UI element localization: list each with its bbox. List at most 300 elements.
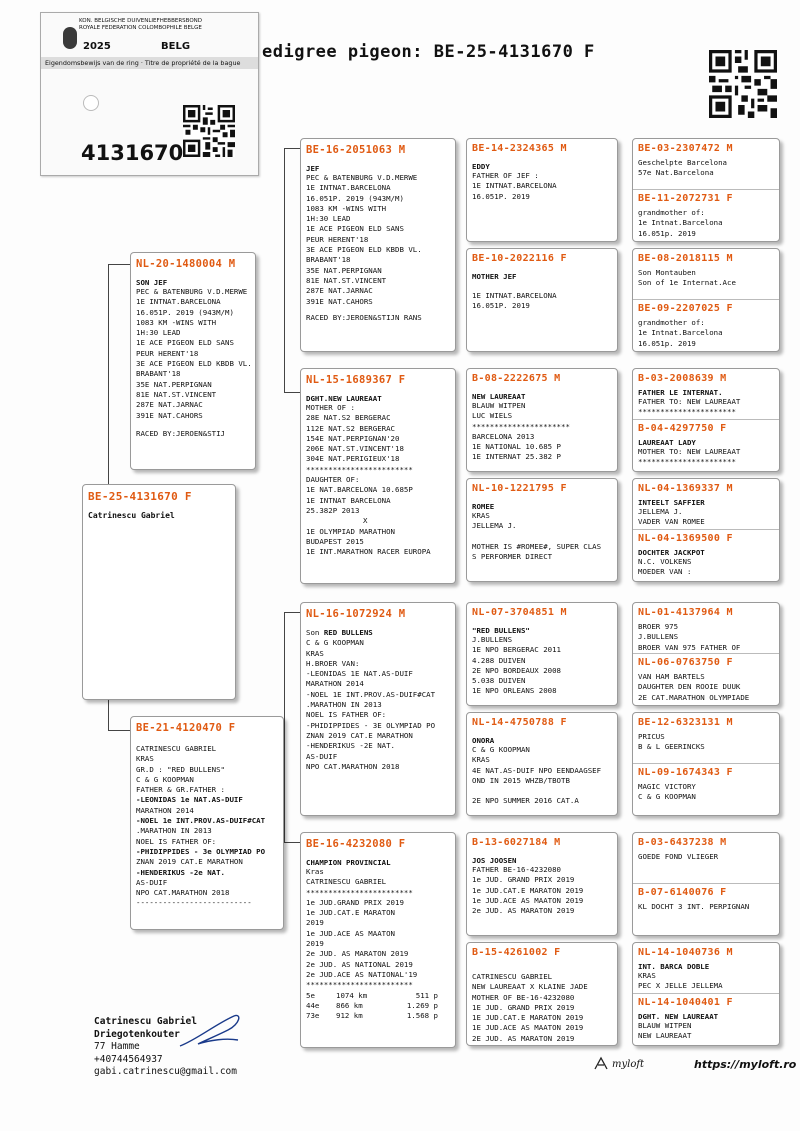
- father-card[interactable]: [130, 252, 256, 470]
- gggp-female-section[interactable]: [633, 299, 779, 349]
- gggp-detail-line: VADER VAN ROMEE: [638, 517, 705, 527]
- gp-ff-ring: BE-16-2051063 M: [306, 144, 406, 156]
- detail-line: .MARATHON IN 2013: [306, 700, 382, 710]
- gggp-detail-line: 2E CAT.MARATHON OLYMPIADE: [638, 692, 750, 702]
- gggp-ring: NL-14-1040736 M: [638, 947, 733, 958]
- detail-line: 1E INTNAT.BARCELONA: [306, 183, 391, 193]
- gggp-detail-line: **********************: [638, 457, 736, 467]
- ggp-detail-line: 5.038 DUIVEN: [472, 676, 526, 686]
- ggp-detail-line: LUC WIELS: [472, 411, 513, 421]
- brand-url[interactable]: https://myloft.ro: [694, 1058, 797, 1071]
- detail-line: 1083 KM -WINS WITH: [306, 203, 387, 213]
- gggp-female-section[interactable]: [633, 763, 779, 813]
- result-cell: 5e: [306, 990, 315, 1000]
- father-raced-by: RACED BY:JEROEN&STIJ: [136, 428, 225, 438]
- detail-line: C & G KOOPMAN: [136, 774, 194, 784]
- ggp-detail-line: 1E JUD. GRAND PRIX 2019: [472, 1002, 575, 1012]
- breeder-phone: +40744564937: [94, 1053, 163, 1065]
- ggp-ring: NL-07-3704851 M: [472, 607, 567, 618]
- ownership-label: Eigendomsbewijs van de ring · Titre de propriété de la bague: [45, 59, 241, 67]
- ggp-name: MOTHER JEF: [472, 272, 517, 281]
- subject-owner: Catrinescu Gabriel: [88, 511, 175, 520]
- gggp-ring: B-03-6437238 M: [638, 837, 727, 848]
- page-qr-code-icon: [709, 50, 777, 118]
- grandmother-maternal-card[interactable]: [300, 832, 456, 1048]
- ggp-detail-line: 2E NPO SUMMER 2016 CAT.A: [472, 796, 579, 806]
- detail-line: 1E INT.MARATHON RACER EUROPA: [306, 547, 431, 557]
- ggp-detail-line: 1e JUD.ACE AS MAATON 2019: [472, 895, 584, 905]
- gggp-ring: B-04-4297750 F: [638, 423, 727, 434]
- gggp-ring: BE-09-2207025 F: [638, 303, 733, 314]
- tree-connector: [108, 264, 109, 508]
- great-grandparent-card[interactable]: [466, 712, 618, 816]
- great-grandparent-card[interactable]: [466, 602, 618, 706]
- ring-ownership-card: [40, 12, 259, 176]
- detail-line: 287E NAT.JARNAC: [306, 286, 373, 296]
- gggp-detail-line: N.C. VOLKENS: [638, 557, 692, 566]
- result-cell: 912 km: [336, 1011, 363, 1021]
- gggp-detail-line: DAUGHTER DEN ROOIE DUUK: [638, 682, 741, 692]
- punch-hole: [83, 95, 99, 111]
- ggp-detail-line: BARCELONA 2013: [472, 431, 535, 441]
- card-divider: [633, 189, 779, 190]
- ggp-detail-line: 1E NATIONAL 10.685 P: [472, 442, 561, 452]
- detail-line: 2019: [306, 918, 324, 928]
- detail-line: 1E ACE PIGEON ELD SANS: [136, 338, 234, 348]
- ring-year: 2025: [83, 41, 111, 52]
- detail-line: 1E ACE PIGEON ELD SANS: [306, 224, 404, 234]
- detail-line: H.BROER VAN:: [306, 658, 360, 668]
- gggp-name: INT. BARCA DOBLE: [638, 962, 710, 971]
- detail-line: AS-DUIF: [306, 751, 338, 761]
- detail-line: 16.051P. 2019 (943M/M): [136, 307, 234, 317]
- detail-line: 81E NAT.ST.VINCENT: [136, 389, 217, 399]
- ggp-detail-line: [467, 786, 617, 796]
- ggp-detail-line: [467, 281, 617, 291]
- federation-name-nl: KON. BELGISCHE DUIVENLIEFHEBBERSBOND: [79, 18, 202, 24]
- detail-line: 391E NAT.CAHORS: [306, 296, 373, 306]
- detail-line: BRABANT'18: [136, 369, 181, 379]
- ring-qr-code-icon: [183, 105, 235, 157]
- detail-line: FATHER & GR.FATHER :: [136, 785, 225, 795]
- detail-line: 35E NAT.PERPIGNAN: [136, 379, 212, 389]
- detail-line: 1H:30 LEAD: [306, 214, 351, 224]
- ggp-detail-line: 1E INTNAT.BARCELONA: [472, 181, 557, 191]
- ggp-detail-line: KRAS: [472, 755, 490, 765]
- ggp-name: EDDY: [472, 162, 490, 171]
- great-grandparent-card[interactable]: [466, 832, 618, 936]
- result-cell: 866 km: [336, 1000, 363, 1010]
- ggp-name: ROMEE: [472, 502, 495, 511]
- tree-connector: [108, 730, 130, 731]
- gggp-detail-line: MAGIC VICTORY: [638, 782, 696, 791]
- ggp-detail-line: CATRINESCU GABRIEL: [472, 972, 553, 981]
- detail-line: GR.D : "RED BULLENS": [136, 764, 225, 774]
- great-great-grandparent-pair-card[interactable]: [632, 712, 780, 816]
- ggp-name: "RED BULLENS": [472, 626, 530, 635]
- tree-connector: [108, 700, 109, 730]
- great-grandparent-card[interactable]: [466, 478, 618, 582]
- detail-line: 3E ACE PIGEON ELD KBDB VL.: [136, 359, 252, 369]
- detail-line: NPO CAT.MARATHON 2018: [306, 761, 400, 771]
- gp-mf-name-prefix: Son: [306, 628, 324, 637]
- detail-line: 28E NAT.S2 BERGERAC: [306, 413, 391, 423]
- great-great-grandparent-pair-card[interactable]: [632, 478, 780, 582]
- tree-connector: [284, 392, 300, 393]
- ggp-detail-line: NEW LAUREAAT X KLAINE JADE: [472, 982, 588, 992]
- detail-line: 304E NAT.PERIGIEUX'18: [306, 454, 400, 464]
- ggp-detail-line: **********************: [472, 421, 570, 431]
- gggp-female-section[interactable]: [633, 189, 779, 239]
- gggp-ring: NL-06-0763750 F: [638, 657, 733, 668]
- ring-number: 4131670: [81, 141, 184, 165]
- ggp-detail-line: 16.051P. 2019: [472, 191, 530, 201]
- detail-line: PEUR HERENT'18: [306, 234, 369, 244]
- federation-name-fr: ROYALE FEDERATION COLOMBOPHILE BELGE: [79, 25, 202, 31]
- great-great-grandparent-pair-card[interactable]: [632, 942, 780, 1046]
- tree-connector: [284, 148, 285, 392]
- great-great-grandparent-pair-card[interactable]: [632, 248, 780, 352]
- great-grandparent-card[interactable]: [466, 368, 618, 472]
- ggp-detail-line: 2E JUD. AS MARATON 2019: [472, 1033, 575, 1043]
- detail-line: 81E NAT.ST.VINCENT: [306, 275, 387, 285]
- ggp-detail-line: 1E INTNAT.BARCELONA: [472, 291, 557, 300]
- father-details: [131, 287, 255, 421]
- gggp-detail-line: KL DOCHT 3 INT. PERPIGNAN: [638, 902, 750, 911]
- gggp-detail-line: Geschelpte Barcelona: [638, 158, 727, 167]
- detail-line: 35E NAT.PERPIGNAN: [306, 265, 382, 275]
- mother-card[interactable]: [130, 716, 284, 930]
- detail-line: 1E OLYMPIAD MARATHON: [306, 526, 395, 536]
- gggp-name: DGHT. NEW LAUREAAT: [638, 1012, 719, 1021]
- gggp-name: LAUREAAT LADY: [638, 438, 696, 447]
- gggp-detail-line: J.BULLENS: [638, 632, 679, 642]
- detail-line: CATRINESCU GABRIEL: [306, 877, 387, 887]
- detail-line: 391E NAT.CAHORS: [136, 410, 203, 420]
- gggp-detail-line: BROER 975: [638, 622, 679, 631]
- detail-line: C & G KOOPMAN: [306, 638, 364, 648]
- gp-mf-name-line: [301, 620, 455, 638]
- myloft-logo-icon: [592, 1055, 610, 1073]
- gp-ff-details: [301, 173, 455, 307]
- gggp-male-section[interactable]: [633, 943, 779, 993]
- gggp-detail-line: **********************: [638, 407, 736, 417]
- gggp-male-section[interactable]: [633, 139, 779, 189]
- father-name: SON JEF: [136, 278, 168, 287]
- grandfather-paternal-card[interactable]: [300, 138, 456, 352]
- breeder-email[interactable]: gabi.catrinescu@gmail.com: [94, 1066, 237, 1077]
- ggp-ring: NL-14-4750788 F: [472, 717, 567, 728]
- detail-line: 2e JUD. AS NATIONAL 2019: [306, 959, 413, 969]
- ggp-detail-line: OND IN 2015 WHZB/TBOTB: [472, 775, 570, 785]
- gggp-detail-line: MOEDER VAN :: [638, 567, 692, 577]
- gggp-female-section[interactable]: [633, 993, 779, 1043]
- ggp-detail-line: 1E INTERNAT 25.382 P: [472, 452, 561, 462]
- ggp-detail-line: FATHER OF JEF :: [472, 171, 539, 180]
- ggp-detail-line: 1E JUD.ACE AS MAATON 2019: [472, 1023, 584, 1033]
- gggp-detail-line: FATHER TO: NEW LAUREAAT: [638, 397, 741, 406]
- card-divider: [633, 763, 779, 764]
- gggp-female-section[interactable]: [633, 883, 779, 933]
- detail-line: 3E ACE PIGEON ELD KBDB VL.: [306, 245, 422, 255]
- card-divider: [633, 883, 779, 884]
- gggp-detail-line: NEW LAUREAAT: [638, 1031, 692, 1041]
- ggp-detail-line: 1E JUD.CAT.E MARATON 2019: [472, 1013, 584, 1023]
- result-cell: 44e: [306, 1000, 320, 1010]
- detail-line: 1e JUD.CAT.E MARATON: [306, 908, 395, 918]
- detail-line: PEUR HERENT'18: [136, 348, 199, 358]
- tree-connector: [284, 612, 285, 842]
- detail-line: KRAS: [306, 648, 324, 658]
- ggp-detail-line: MOTHER IS #ROMEE#, SUPER CLAS: [472, 541, 602, 551]
- detail-line: -PHIDIPPIDES - 3E OLYMPIAD PO: [306, 720, 436, 730]
- gp-mf-details: [301, 638, 455, 772]
- gggp-ring: NL-04-1369337 M: [638, 483, 733, 494]
- ggp-detail-line: MOTHER OF BE-16-4232080: [472, 992, 575, 1002]
- gggp-detail-line: VAN HAM BARTELS: [638, 672, 705, 681]
- ggp-ring: B-13-6027184 M: [472, 837, 561, 848]
- ggp-detail-line: FATHER BE-16-4232080: [472, 865, 561, 874]
- result-cell: 73e: [306, 1011, 320, 1021]
- ggp-detail-line: JELLEMA J.: [472, 521, 517, 531]
- result-cell: 1074 km: [336, 990, 368, 1000]
- detail-line: 1E INTNAT BARCELONA: [306, 495, 391, 505]
- detail-line: -HENDERIKUS -2E NAT.: [306, 741, 395, 751]
- tree-connector: [108, 264, 130, 265]
- gggp-ring: BE-11-2072731 F: [638, 193, 733, 204]
- gggp-detail-line: Son Montauben: [638, 268, 696, 277]
- gggp-ring: B-07-6140076 F: [638, 887, 727, 898]
- gggp-detail-line: PRICUS: [638, 732, 665, 741]
- ggp-detail-line: [467, 532, 617, 542]
- ggp-ring: B-15-4261002 F: [472, 947, 561, 958]
- detail-line: 1e JUD.GRAND PRIX 2019: [306, 897, 404, 907]
- grandfather-maternal-card[interactable]: [300, 602, 456, 816]
- ggp-detail-line: J.BULLENS: [472, 635, 513, 644]
- gggp-female-section[interactable]: [633, 419, 779, 469]
- ggp-detail-line: 4.288 DUIVEN: [472, 655, 526, 665]
- gggp-detail-line: 1e Intnat.Barcelona: [638, 328, 723, 338]
- detail-line: 16.051P. 2019 (943M/M): [306, 193, 404, 203]
- detail-line: -NOEL 1E INT.PROV.AS-DUIF#CAT: [306, 689, 436, 699]
- detail-line: PEC & BATENBURG V.D.MERWE: [306, 173, 418, 182]
- detail-line: NOEL IS FATHER OF:: [306, 710, 387, 720]
- gggp-name: FATHER LE INTERNAT.: [638, 388, 723, 397]
- gp-fm-ring: NL-15-1689367 F: [306, 374, 406, 386]
- gggp-detail-line: B & L GEERINCKS: [638, 742, 705, 752]
- ggp-name: ONORA: [472, 736, 495, 745]
- great-grandparent-card[interactable]: [466, 942, 618, 1046]
- gggp-male-section[interactable]: [633, 249, 779, 299]
- detail-line: 206E NAT.ST.VINCENT'18: [306, 444, 404, 454]
- gp-mf-name: RED BULLENS: [323, 628, 373, 637]
- ggp-ring: NL-10-1221795 F: [472, 483, 567, 494]
- gggp-detail-line: MOTHER TO: NEW LAUREAAT: [638, 447, 741, 456]
- gggp-ring: NL-04-1369500 F: [638, 533, 733, 544]
- ggp-name: NEW LAUREAAT: [472, 392, 526, 401]
- mother-ring: BE-21-4120470 F: [136, 722, 236, 734]
- gp-fm-details: [301, 403, 455, 557]
- result-row: [301, 1011, 455, 1021]
- ggp-detail-line: 16.051P. 2019: [472, 301, 530, 311]
- detail-line: KRAS: [136, 754, 154, 764]
- gggp-detail-line: Son of 1e Internat.Ace: [638, 278, 736, 288]
- detail-line: 25.382P 2013: [306, 505, 360, 515]
- card-divider: [633, 529, 779, 530]
- detail-line: -NOEL 1e INT.PROV.AS-DUIF#CAT: [136, 816, 266, 826]
- ggp-ring: BE-14-2324365 M: [472, 143, 567, 154]
- gggp-ring: NL-09-1674343 F: [638, 767, 733, 778]
- detail-line: MOTHER OF :: [306, 403, 355, 412]
- gggp-detail-line: 57e Nat.Barcelona: [638, 168, 714, 178]
- ggp-detail-line: 2e JUD. AS MARATON 2019: [472, 906, 575, 916]
- result-cell: 511 p: [415, 990, 438, 1000]
- detail-line: ************************: [306, 887, 413, 897]
- great-great-grandparent-pair-card[interactable]: [632, 138, 780, 242]
- detail-line: 2e JUD. AS MARATON 2019: [306, 949, 409, 959]
- detail-line: 112E NAT.S2 BERGERAC: [306, 423, 395, 433]
- gggp-male-section[interactable]: [633, 713, 779, 763]
- ggp-detail-line: 4E NAT.AS-DUIF NPO EENDAAGSEF: [472, 765, 602, 775]
- ggp-detail-line: 1E NPO BERGERAC 2011: [472, 645, 561, 655]
- gp-mm-ring: BE-16-4232080 F: [306, 838, 406, 850]
- detail-line: 1083 KM -WINS WITH: [136, 317, 217, 327]
- detail-line: NPO CAT.MARATHON 2018: [136, 888, 230, 898]
- result-row: [301, 991, 455, 1001]
- grandmother-paternal-card[interactable]: [300, 368, 456, 584]
- gp-ff-name: JEF: [306, 164, 320, 173]
- result-row: [301, 1001, 455, 1011]
- gggp-detail-line: KRAS: [638, 971, 656, 980]
- card-divider: [633, 419, 779, 420]
- gggp-female-section[interactable]: [633, 653, 779, 703]
- detail-line: -LEONIDAS 1e NAT.AS-DUIF: [136, 795, 243, 805]
- detail-line: .MARATHON IN 2013: [136, 826, 212, 836]
- ggp-name: [467, 958, 617, 972]
- result-cell: 1.568 p: [406, 1011, 438, 1021]
- gggp-detail-line: grandmother of:: [638, 318, 705, 327]
- gggp-ring: BE-12-6323131 M: [638, 717, 733, 728]
- gggp-detail-line: 16.051p. 2019: [638, 338, 696, 348]
- gp-fm-name: DGHT.NEW LAUREAAT: [306, 394, 382, 403]
- card-divider: [633, 993, 779, 994]
- detail-line: BRABANT'18: [306, 255, 351, 265]
- detail-line: 1H:30 LEAD: [136, 328, 181, 338]
- gggp-ring: BE-08-2018115 M: [638, 253, 733, 264]
- ggp-ring: BE-10-2022116 F: [472, 253, 567, 264]
- gggp-male-section[interactable]: [633, 833, 779, 883]
- ggp-name: JOS JOOSEN: [472, 856, 517, 865]
- gggp-detail-line: C & G KOOPMAN: [638, 792, 696, 802]
- great-grandparent-card[interactable]: [466, 138, 618, 242]
- gggp-name: DOCHTER JACKPOT: [638, 548, 705, 557]
- subject-pigeon-card[interactable]: [82, 484, 236, 700]
- detail-line: 2e JUD.ACE AS NATIONAL'19: [306, 969, 418, 979]
- great-great-grandparent-pair-card[interactable]: [632, 832, 780, 936]
- detail-line: 1E NAT.BARCELONA 10.685P: [306, 485, 413, 495]
- page-title: edigree pigeon: BE-25-4131670 F: [262, 42, 595, 62]
- ggp-detail-line: S PERFORMER DIRECT: [472, 551, 553, 561]
- gp-ff-raced-by: RACED BY:JEROEN&STIJN RANS: [306, 312, 422, 322]
- father-ring: NL-20-1480004 M: [136, 258, 236, 270]
- breeder-city: 77 Hamme: [94, 1041, 140, 1052]
- detail-line: 154E NAT.PERPIGNAN'20: [306, 433, 400, 443]
- great-great-grandparent-pair-card[interactable]: [632, 602, 780, 706]
- gggp-male-section[interactable]: [633, 369, 779, 419]
- detail-line: -LEONIDAS 1E NAT.AS-DUIF: [306, 669, 413, 679]
- gggp-male-section[interactable]: [633, 603, 779, 653]
- gggp-detail-line: JELLEMA J.: [638, 507, 683, 516]
- gggp-detail-line: PEC X JELLE JELLEMA: [638, 981, 723, 991]
- breeder-street: Driegotenkouter: [94, 1028, 180, 1040]
- gggp-detail-line: BLAUW WITPEN: [638, 1021, 692, 1030]
- detail-line: ZNAN 2019 CAT.E MARATHON: [136, 857, 243, 867]
- kbdb-logo-icon: [63, 27, 77, 49]
- gggp-detail-line: 1e Intnat.Barcelona: [638, 218, 723, 228]
- great-great-grandparent-pair-card[interactable]: [632, 368, 780, 472]
- brand-name: myloft: [612, 1059, 645, 1070]
- detail-line: MARATHON 2014: [306, 679, 364, 689]
- ggp-detail-line: 1e JUD. GRAND PRIX 2019: [472, 875, 575, 885]
- gggp-male-section[interactable]: [633, 479, 779, 529]
- detail-line: 1E INTNAT.BARCELONA: [136, 297, 221, 307]
- gggp-detail-line: grandmother of:: [638, 208, 705, 217]
- detail-line: -PHIDIPPIDES - 3e OLYMPIAD PO: [136, 846, 266, 856]
- gp-mm-details: [301, 867, 455, 991]
- gggp-ring: B-03-2008639 M: [638, 373, 727, 384]
- ring-country: BELG: [161, 41, 191, 52]
- gggp-detail-line: BROER VAN 975 FATHER OF: [638, 642, 741, 652]
- result-cell: 1.269 p: [406, 1000, 438, 1010]
- ggp-detail-line: BLAUW WITPEN: [472, 401, 526, 410]
- detail-line: Kras: [306, 867, 324, 876]
- gp-mm-results: [301, 991, 455, 1022]
- detail-line: -HENDERIKUS -2e NAT.: [136, 867, 225, 877]
- tree-connector: [284, 148, 300, 149]
- detail-line: DAUGHTER OF:: [306, 475, 360, 485]
- gp-mm-name: CHAMPION PROVINCIAL: [306, 858, 391, 867]
- gggp-female-section[interactable]: [633, 529, 779, 579]
- ggp-detail-line: 1e JUD.CAT.E MARATON 2019: [472, 885, 584, 895]
- breeder-name: Catrinescu Gabriel: [94, 1016, 197, 1027]
- gggp-detail-line: GOEDE FOND VLIEGER: [638, 852, 719, 861]
- ggp-detail-line: 2E NPO BORDEAUX 2008: [472, 665, 561, 675]
- detail-line: NOEL IS FATHER OF:: [136, 836, 217, 846]
- detail-line: 2019: [306, 939, 324, 949]
- ggp-ring: B-08-2222675 M: [472, 373, 561, 384]
- detail-line: ZNAN 2019 CAT.E MARATHON: [306, 730, 413, 740]
- gggp-ring: NL-14-1040401 F: [638, 997, 733, 1008]
- detail-line: MARATHON 2014: [136, 805, 194, 815]
- detail-line: --------------------------: [136, 898, 252, 908]
- tree-connector: [284, 842, 300, 843]
- detail-line: AS-DUIF: [136, 877, 168, 887]
- gggp-detail-line: 16.051p. 2019: [638, 228, 696, 238]
- signature-icon: [176, 1010, 246, 1054]
- ggp-detail-line: 1E NPO ORLEANS 2008: [472, 686, 557, 696]
- detail-line: PEC & BATENBURG V.D.MERWE: [136, 287, 248, 296]
- detail-line: 287E NAT.JARNAC: [136, 400, 203, 410]
- gggp-ring: BE-03-2307472 M: [638, 143, 733, 154]
- detail-line: ************************: [306, 464, 413, 474]
- subject-ring: BE-25-4131670 F: [88, 490, 192, 503]
- detail-line: CATRINESCU GABRIEL: [136, 744, 217, 753]
- detail-line: X: [363, 516, 368, 526]
- great-grandparent-card[interactable]: [466, 248, 618, 352]
- mother-details: [131, 744, 283, 909]
- gggp-ring: NL-01-4137964 M: [638, 607, 733, 618]
- ggp-detail-line: KRAS: [472, 511, 490, 520]
